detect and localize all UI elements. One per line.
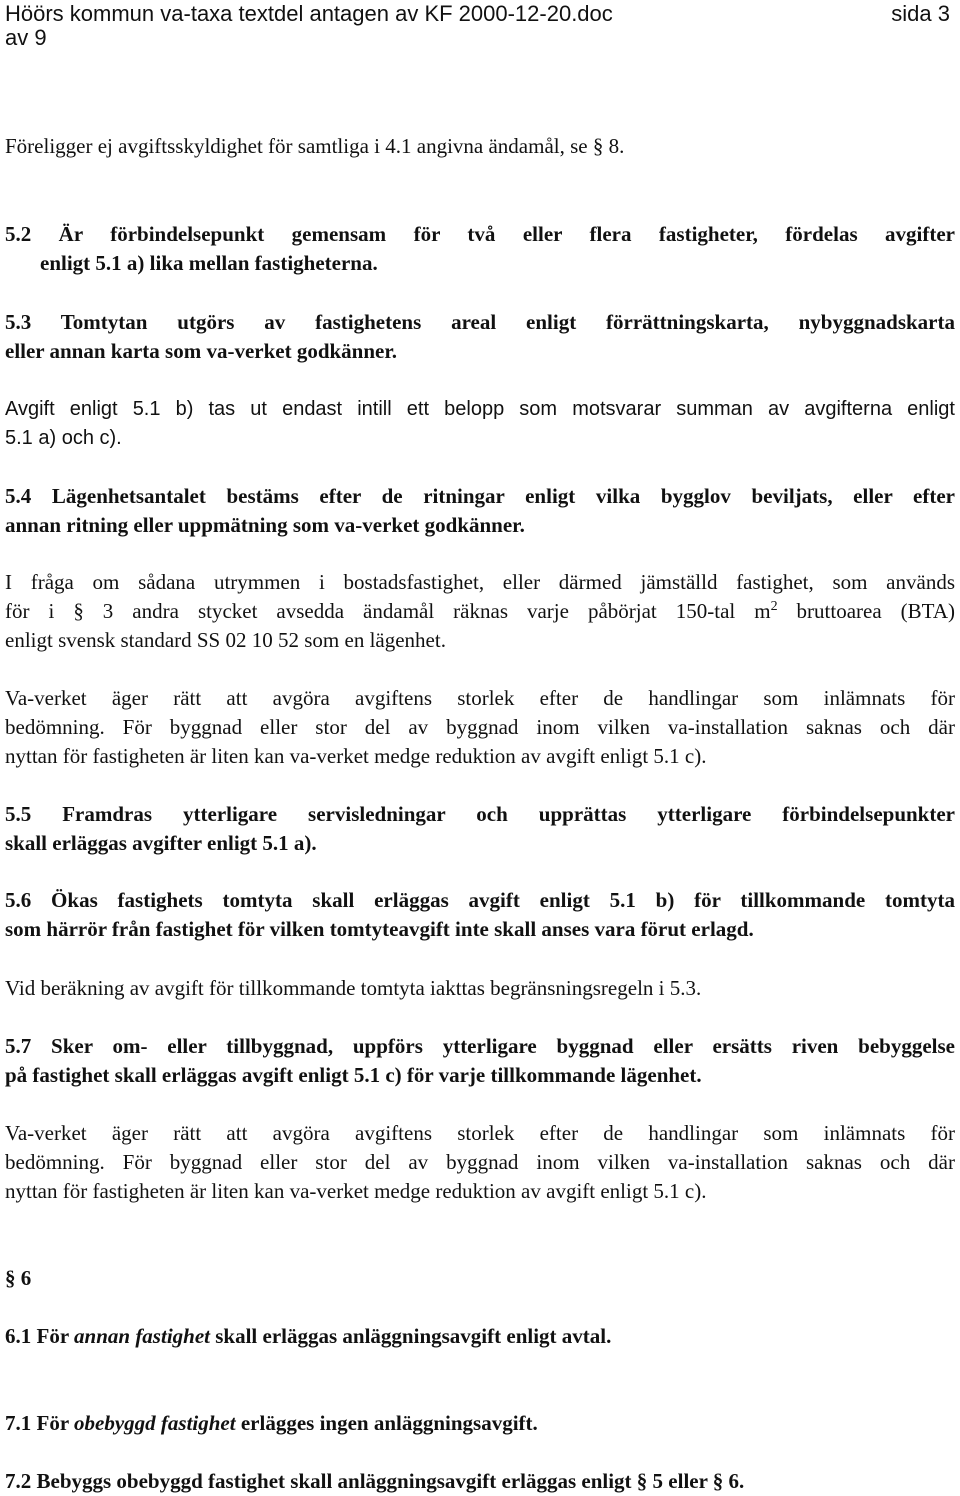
section-7-2 <box>5 1467 955 1496</box>
text-line: bedömning. För byggnad eller stor del av byggnad inom vilken va-installation saknas och där <box>5 715 955 739</box>
text-fragment: 7.1 För <box>5 1411 75 1435</box>
text-line: Va-verket äger rätt att avgöra avgiftens storlek efter de handlingar som inlämnats för <box>5 686 955 710</box>
section-6-1 <box>5 1322 955 1351</box>
text-line: 5.3 Tomtytan utgörs av fastighetens areal enligt förrättningskarta, nybyggnadskarta <box>5 310 955 334</box>
text-line: 5.4 Lägenhetsantalet bestäms efter de ritningar enligt vilka bygglov beviljats, eller efter <box>5 484 955 508</box>
text-fragment: för i § 3 andra stycket avsedda ändamål räknas varje påbörjat 150-tal m <box>5 599 771 623</box>
section-5-5 <box>5 800 955 858</box>
text-fragment: erlägges ingen anläggningsavgift. <box>235 1411 538 1435</box>
text-line: Va-verket äger rätt att avgöra avgiftens storlek efter de handlingar som inlämnats för <box>5 1121 955 1145</box>
text-fragment: bruttoarea (BTA) <box>777 599 955 623</box>
text-fragment: skall erläggas anläggningsavgift enligt avtal. <box>210 1324 612 1348</box>
text-line <box>5 1322 955 1351</box>
section-5-2 <box>5 220 955 278</box>
section-5-6 <box>5 886 955 944</box>
text-line: 5.7 Sker om- eller tillbyggnad, uppförs ytterligare byggnad eller ersätts riven bebyggelse <box>5 1034 955 1058</box>
text-line: 5.1 a) och c). <box>5 427 122 449</box>
section-5-3 <box>5 308 955 366</box>
text-line: Föreligger ej avgiftsskyldighet för samtliga i 4.1 angivna ändamål, se § 8. <box>5 134 625 158</box>
section-5-6-paragraph-2 <box>5 974 955 1003</box>
text-line: som härrör från fastighet för vilken tomtyteavgift inte skall anses vara förut erlagd. <box>5 917 754 941</box>
page-count: av 9 <box>5 25 47 50</box>
text-line: Vid beräkning av avgift för tillkommande tomtyta iakttas begränsningsregeln i 5.3. <box>5 976 702 1000</box>
text-line: nyttan för fastigheten är liten kan va-verket medge reduktion av avgift enligt 5.1 c). <box>5 744 707 768</box>
intro-paragraph <box>5 132 955 161</box>
text-line: 5.5 Framdras ytterligare servisledningar och upprättas ytterligare förbindelsepunkter <box>5 802 955 826</box>
text-line: 5.2 Är förbindelsepunkt gemensam för två eller flera fastigheter, fördelas avgifter <box>5 222 955 246</box>
text-line: 5.6 Ökas fastighets tomtyta skall erläggas avgift enligt 5.1 b) för tillkommande tomtyta <box>5 888 955 912</box>
section-7-1 <box>5 1409 955 1438</box>
section-6-heading <box>5 1264 955 1293</box>
emphasis: annan fastighet <box>74 1324 210 1348</box>
text-line: eller annan karta som va-verket godkänner. <box>5 339 398 363</box>
text-line: enligt svensk standard SS 02 10 52 som en lägenhet. <box>5 628 446 652</box>
emphasis: obebyggd fastighet <box>74 1411 236 1435</box>
text-line: enligt 5.1 a) lika mellan fastigheterna. <box>40 251 378 275</box>
text-line <box>5 1409 955 1438</box>
page-number: sida 3 <box>891 1 950 26</box>
section-5-4-paragraph-3 <box>5 684 955 771</box>
text-line: 7.2 Bebyggs obebyggd fastighet skall anläggningsavgift erläggas enligt § 5 eller § 6. <box>5 1469 745 1493</box>
text-line: nyttan för fastigheten är liten kan va-verket medge reduktion av avgift enligt 5.1 c). <box>5 1179 707 1203</box>
text-line: på fastighet skall erläggas avgift enligt 5.1 c) för varje tillkommande lägenhet. <box>5 1063 702 1087</box>
section-5-4-paragraph-2 <box>5 568 955 655</box>
section-5-3-fee-note <box>5 395 955 453</box>
text-line: I fråga om sådana utrymmen i bostadsfastighet, eller därmed jämställd fastighet, som används <box>5 570 955 594</box>
section-5-7 <box>5 1032 955 1090</box>
text-line: Avgift enligt 5.1 b) tas ut endast intill ett belopp som motsvarar summan av avgifterna enligt <box>5 398 955 420</box>
section-5-4 <box>5 482 955 540</box>
text-line: bedömning. För byggnad eller stor del av byggnad inom vilken va-installation saknas och där <box>5 1150 955 1174</box>
text-line: § 6 <box>5 1266 32 1290</box>
superscript: 2 <box>770 599 778 614</box>
document-title: Höörs kommun va-taxa textdel antagen av KF 2000-12-20.doc <box>5 1 613 26</box>
text-fragment: 6.1 För <box>5 1324 75 1348</box>
section-5-7-paragraph-2 <box>5 1119 955 1206</box>
text-line: skall erläggas avgifter enligt 5.1 a). <box>5 831 317 855</box>
text-line <box>5 597 955 626</box>
text-line: annan ritning eller uppmätning som va-verket godkänner. <box>5 513 525 537</box>
